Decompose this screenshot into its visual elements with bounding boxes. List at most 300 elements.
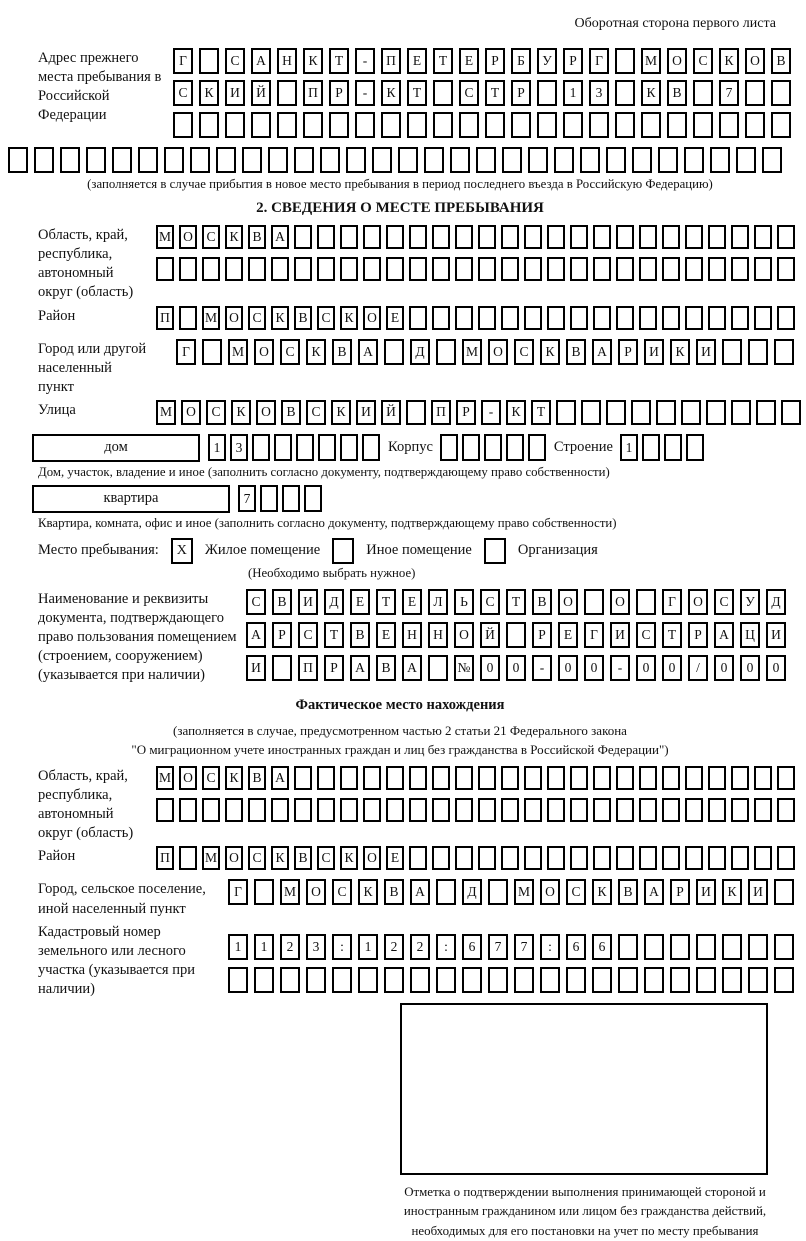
house-row xyxy=(32,434,792,462)
char-cell xyxy=(524,798,542,822)
char-cell: Р xyxy=(688,622,708,648)
stamp-note: Отметка о подтверждении выполнения принимающей стороной и иностранным гражданином или лицом без гражданства действий, необходимых для его постановки на учет по месту пребывания xyxy=(403,1185,767,1238)
char-cell xyxy=(616,225,634,249)
char-cell xyxy=(662,766,680,790)
house-note: Дом, участок, владение и иное (заполнить согласно документу, подтверждающему право собственности) xyxy=(38,464,610,479)
char-cell: Е xyxy=(407,48,427,74)
char-cell xyxy=(355,112,375,138)
char-row xyxy=(246,655,792,681)
char-cell: Т xyxy=(485,80,505,106)
char-cell xyxy=(685,766,703,790)
char-cell: 7 xyxy=(719,80,739,106)
char-cell xyxy=(398,147,418,173)
char-cell xyxy=(346,147,366,173)
char-cell: 2 xyxy=(384,934,404,960)
char-cell: В xyxy=(566,339,586,365)
char-cell: В xyxy=(771,48,791,74)
char-cell xyxy=(570,846,588,870)
char-cell xyxy=(593,846,611,870)
char-cell xyxy=(363,766,381,790)
char-cell xyxy=(381,112,401,138)
char-cell: К xyxy=(592,879,612,905)
char-cell xyxy=(524,306,542,330)
char-cell: Е xyxy=(558,622,578,648)
char-cell xyxy=(410,967,430,993)
char-cell xyxy=(528,434,546,461)
char-cell: П xyxy=(156,306,174,330)
char-cell: А xyxy=(714,622,734,648)
stay-option-label-other: Иное помещение xyxy=(366,542,472,559)
prev-address-note: (заполняется в случае прибытия в новое место пребывания в период последнего въезда в Российскую Федерацию) xyxy=(87,177,713,191)
char-cell: М xyxy=(156,400,176,425)
char-cell: К xyxy=(540,339,560,365)
char-row xyxy=(156,306,800,330)
char-cell xyxy=(484,434,502,461)
char-cell xyxy=(271,798,289,822)
char-cell: Р xyxy=(329,80,349,106)
char-cell: К xyxy=(641,80,661,106)
char-cell xyxy=(282,485,300,512)
char-cell: С xyxy=(173,80,193,106)
char-cell: И xyxy=(644,339,664,365)
region-label: Область, край, республика, автономный округ (область) xyxy=(38,227,134,301)
char-cell xyxy=(294,147,314,173)
char-cell xyxy=(294,798,312,822)
char-cell xyxy=(547,766,565,790)
char-cell xyxy=(216,147,236,173)
char-row xyxy=(156,798,800,822)
char-cell xyxy=(639,225,657,249)
char-cell xyxy=(329,112,349,138)
char-cell xyxy=(632,147,652,173)
char-cell: В xyxy=(248,225,266,249)
char-cell xyxy=(478,257,496,281)
char-cell xyxy=(528,147,548,173)
actual-location-title: Фактическое место нахождения xyxy=(295,696,505,713)
char-cell xyxy=(670,934,690,960)
char-cell: - xyxy=(355,48,375,74)
char-cell xyxy=(228,967,248,993)
char-cell: Р xyxy=(324,655,344,681)
char-cell xyxy=(615,80,635,106)
char-cell xyxy=(409,846,427,870)
char-cell: О xyxy=(540,879,560,905)
char-cell xyxy=(60,147,80,173)
char-cell xyxy=(436,339,456,365)
char-cell xyxy=(501,306,519,330)
char-cell xyxy=(138,147,158,173)
char-cell xyxy=(514,967,534,993)
char-cell xyxy=(254,879,274,905)
char-cell xyxy=(570,766,588,790)
char-cell: С xyxy=(306,400,326,425)
char-cell xyxy=(722,934,742,960)
char-cell: / xyxy=(688,655,708,681)
char-cell xyxy=(478,225,496,249)
char-cell xyxy=(455,766,473,790)
char-cell: К xyxy=(340,306,358,330)
char-cell xyxy=(424,147,444,173)
char-cell xyxy=(556,400,576,425)
char-row xyxy=(246,589,792,615)
char-cell xyxy=(639,257,657,281)
char-cell xyxy=(303,112,323,138)
section2-title: 2. СВЕДЕНИЯ О МЕСТЕ ПРЕБЫВАНИЯ xyxy=(256,200,544,216)
char-cell: К xyxy=(303,48,323,74)
char-cell xyxy=(455,306,473,330)
char-cell: Е xyxy=(386,306,404,330)
apartment-note: Квартира, комната, офис и иное (заполнить согласно документу, подтверждающему право собственности) xyxy=(38,515,617,530)
char-cell xyxy=(537,112,557,138)
char-cell: О xyxy=(363,306,381,330)
char-cell: К xyxy=(225,766,243,790)
char-cell xyxy=(362,434,380,461)
char-cell: 6 xyxy=(462,934,482,960)
char-cell: 0 xyxy=(506,655,526,681)
char-cell xyxy=(615,112,635,138)
char-cell: С xyxy=(566,879,586,905)
char-cell: Д xyxy=(462,879,482,905)
char-cell: - xyxy=(481,400,501,425)
char-cell: С xyxy=(206,400,226,425)
char-cell xyxy=(570,257,588,281)
char-cell xyxy=(409,306,427,330)
char-cell: Р xyxy=(272,622,292,648)
char-cell: Й xyxy=(480,622,500,648)
char-cell xyxy=(754,257,772,281)
char-cell: И xyxy=(696,339,716,365)
char-cell xyxy=(317,798,335,822)
city-field xyxy=(8,339,792,397)
document-field xyxy=(8,589,792,687)
char-cell: № xyxy=(454,655,474,681)
char-cell: П xyxy=(381,48,401,74)
char-cell xyxy=(708,257,726,281)
char-cell xyxy=(547,798,565,822)
char-cell xyxy=(501,257,519,281)
char-cell: У xyxy=(537,48,557,74)
char-cell xyxy=(606,400,626,425)
char-cell xyxy=(254,967,274,993)
char-cell xyxy=(570,225,588,249)
char-cell xyxy=(501,798,519,822)
char-cell xyxy=(547,846,565,870)
actual-location-note-line1: (заполняется в случае, предусмотренном частью 2 статьи 21 Федерального закона xyxy=(173,722,627,738)
char-cell xyxy=(636,589,656,615)
char-cell xyxy=(506,434,524,461)
char-cell xyxy=(524,225,542,249)
char-cell: Е xyxy=(459,48,479,74)
char-cell xyxy=(252,434,270,461)
char-cell xyxy=(277,80,297,106)
char-cell xyxy=(164,147,184,173)
char-cell xyxy=(606,147,626,173)
char-cell: Е xyxy=(402,589,422,615)
char-cell: К xyxy=(340,846,358,870)
char-cell: К xyxy=(225,225,243,249)
char-cell xyxy=(363,798,381,822)
char-cell xyxy=(615,48,635,74)
char-cell: К xyxy=(358,879,378,905)
char-row xyxy=(173,80,797,106)
char-cell xyxy=(593,766,611,790)
stroenie-label: Строение xyxy=(553,439,613,456)
char-cell xyxy=(202,339,222,365)
char-cell xyxy=(478,766,496,790)
char-cell xyxy=(340,766,358,790)
char-cell: 1 xyxy=(563,80,583,106)
char-cell xyxy=(363,257,381,281)
char-cell: И xyxy=(766,622,786,648)
char-row xyxy=(156,257,800,281)
char-cell xyxy=(272,655,292,681)
char-cell: К xyxy=(306,339,326,365)
region-rows xyxy=(156,225,800,287)
char-cell xyxy=(658,147,678,173)
char-cell: 1 xyxy=(620,434,638,461)
char-cell: 3 xyxy=(230,434,248,461)
char-cell xyxy=(781,400,801,425)
char-cell xyxy=(754,225,772,249)
page-side-note: Оборотная сторона первого листа xyxy=(574,16,776,31)
district-field xyxy=(8,306,792,336)
char-cell xyxy=(524,257,542,281)
actual-city-field xyxy=(8,879,792,918)
char-cell: О xyxy=(610,589,630,615)
char-cell: И xyxy=(298,589,318,615)
char-cell xyxy=(777,306,795,330)
char-cell xyxy=(506,622,526,648)
char-cell xyxy=(754,306,772,330)
char-cell xyxy=(540,967,560,993)
char-cell: В xyxy=(248,766,266,790)
char-row xyxy=(156,846,800,870)
char-cell: 7 xyxy=(514,934,534,960)
char-cell xyxy=(745,80,765,106)
char-cell: С xyxy=(317,846,335,870)
char-cell xyxy=(34,147,54,173)
char-cell xyxy=(593,306,611,330)
char-cell: Т xyxy=(506,589,526,615)
char-cell xyxy=(406,400,426,425)
char-cell xyxy=(274,434,292,461)
char-cell: А xyxy=(246,622,266,648)
char-cell xyxy=(433,80,453,106)
char-cell xyxy=(771,80,791,106)
actual-region-rows xyxy=(156,766,800,828)
char-cell xyxy=(748,967,768,993)
char-cell xyxy=(584,589,604,615)
char-cell xyxy=(693,80,713,106)
char-cell xyxy=(693,112,713,138)
char-cell xyxy=(432,225,450,249)
char-cell xyxy=(593,257,611,281)
char-cell: - xyxy=(532,655,552,681)
char-cell xyxy=(432,766,450,790)
char-cell xyxy=(708,306,726,330)
char-cell xyxy=(190,147,210,173)
document-rows xyxy=(246,589,792,687)
char-cell xyxy=(409,766,427,790)
char-cell: С xyxy=(459,80,479,106)
char-cell: С xyxy=(514,339,534,365)
char-cell xyxy=(563,112,583,138)
char-cell: К xyxy=(271,846,289,870)
char-cell: 1 xyxy=(358,934,378,960)
char-cell xyxy=(332,967,352,993)
char-cell xyxy=(708,225,726,249)
char-cell: П xyxy=(298,655,318,681)
char-cell: Р xyxy=(563,48,583,74)
char-cell: 0 xyxy=(558,655,578,681)
char-cell xyxy=(745,112,765,138)
char-cell: Ь xyxy=(454,589,474,615)
char-cell xyxy=(242,147,262,173)
cadastral-rows xyxy=(228,934,800,999)
char-cell xyxy=(440,434,458,461)
char-cell: К xyxy=(331,400,351,425)
char-cell xyxy=(616,798,634,822)
char-cell xyxy=(754,846,772,870)
char-cell: А xyxy=(410,879,430,905)
char-cell xyxy=(554,147,574,173)
char-cell: М xyxy=(156,766,174,790)
char-cell: И xyxy=(356,400,376,425)
char-cell xyxy=(386,798,404,822)
char-cell: : xyxy=(332,934,352,960)
char-cell: 1 xyxy=(228,934,248,960)
char-cell: Г xyxy=(584,622,604,648)
char-cell: О xyxy=(181,400,201,425)
char-cell: Й xyxy=(381,400,401,425)
char-cell: О xyxy=(363,846,381,870)
char-cell xyxy=(731,257,749,281)
char-cell xyxy=(774,339,794,365)
char-cell: К xyxy=(670,339,690,365)
cadastral-field xyxy=(8,922,792,1000)
char-cell xyxy=(762,147,782,173)
char-row xyxy=(228,934,800,960)
char-cell: 0 xyxy=(740,655,760,681)
char-cell xyxy=(296,434,314,461)
region-field xyxy=(8,225,792,303)
char-cell xyxy=(616,257,634,281)
char-cell xyxy=(199,112,219,138)
char-cell: 6 xyxy=(592,934,612,960)
char-cell xyxy=(317,257,335,281)
stay-option-label-residential: Жилое помещение xyxy=(204,542,321,559)
char-cell xyxy=(685,846,703,870)
char-cell: 0 xyxy=(662,655,682,681)
char-cell: В xyxy=(667,80,687,106)
char-cell xyxy=(280,967,300,993)
char-cell: Т xyxy=(662,622,682,648)
char-cell xyxy=(524,846,542,870)
char-cell: К xyxy=(271,306,289,330)
char-cell xyxy=(173,112,193,138)
char-cell: Т xyxy=(329,48,349,74)
stroenie-row xyxy=(620,434,708,461)
city-label: Город или другой населенный пункт xyxy=(38,340,147,395)
char-cell xyxy=(199,48,219,74)
char-cell: : xyxy=(436,934,456,960)
stay-place-label: Место пребывания: xyxy=(38,542,159,559)
char-cell: А xyxy=(271,766,289,790)
actual-region-field xyxy=(8,766,792,844)
char-cell: Ц xyxy=(740,622,760,648)
char-cell xyxy=(248,257,266,281)
char-cell xyxy=(708,846,726,870)
char-cell: Й xyxy=(251,80,271,106)
char-cell xyxy=(511,112,531,138)
char-cell xyxy=(501,846,519,870)
char-cell: Т xyxy=(531,400,551,425)
char-cell xyxy=(436,967,456,993)
char-cell xyxy=(686,434,704,461)
char-cell: 0 xyxy=(584,655,604,681)
char-cell: О xyxy=(745,48,765,74)
char-cell: Т xyxy=(407,80,427,106)
char-cell: Р xyxy=(511,80,531,106)
char-cell: А xyxy=(592,339,612,365)
char-cell: 0 xyxy=(480,655,500,681)
char-cell xyxy=(386,766,404,790)
char-cell xyxy=(662,306,680,330)
char-cell xyxy=(662,846,680,870)
stay-option-checkbox-organization xyxy=(484,538,506,564)
char-cell xyxy=(372,147,392,173)
char-cell: Д xyxy=(324,589,344,615)
char-cell xyxy=(644,967,664,993)
char-cell xyxy=(644,934,664,960)
char-cell: Л xyxy=(428,589,448,615)
char-cell: О xyxy=(667,48,687,74)
char-cell xyxy=(547,225,565,249)
char-cell: С xyxy=(714,589,734,615)
char-cell xyxy=(304,485,322,512)
char-cell xyxy=(432,257,450,281)
stay-option-checkbox-residential: X xyxy=(171,538,193,564)
char-cell xyxy=(696,967,716,993)
char-cell: Е xyxy=(350,589,370,615)
korpus-label: Корпус xyxy=(388,439,433,456)
char-cell xyxy=(502,147,522,173)
char-cell xyxy=(684,147,704,173)
char-cell: М xyxy=(202,846,220,870)
char-cell xyxy=(639,798,657,822)
char-cell xyxy=(777,798,795,822)
char-cell: 0 xyxy=(714,655,734,681)
char-cell xyxy=(537,80,557,106)
char-cell xyxy=(294,257,312,281)
char-cell xyxy=(664,434,682,461)
char-cell xyxy=(754,766,772,790)
char-cell xyxy=(774,879,794,905)
prev-address-rows xyxy=(173,48,797,144)
char-cell xyxy=(706,400,726,425)
char-cell: О xyxy=(225,846,243,870)
char-cell xyxy=(641,112,661,138)
char-cell xyxy=(656,400,676,425)
char-cell: С xyxy=(246,589,266,615)
char-cell xyxy=(225,112,245,138)
char-cell: В xyxy=(294,846,312,870)
char-cell: В xyxy=(618,879,638,905)
char-cell: 7 xyxy=(238,485,256,512)
char-cell: П xyxy=(156,846,174,870)
char-row xyxy=(173,112,797,138)
char-cell xyxy=(771,112,791,138)
